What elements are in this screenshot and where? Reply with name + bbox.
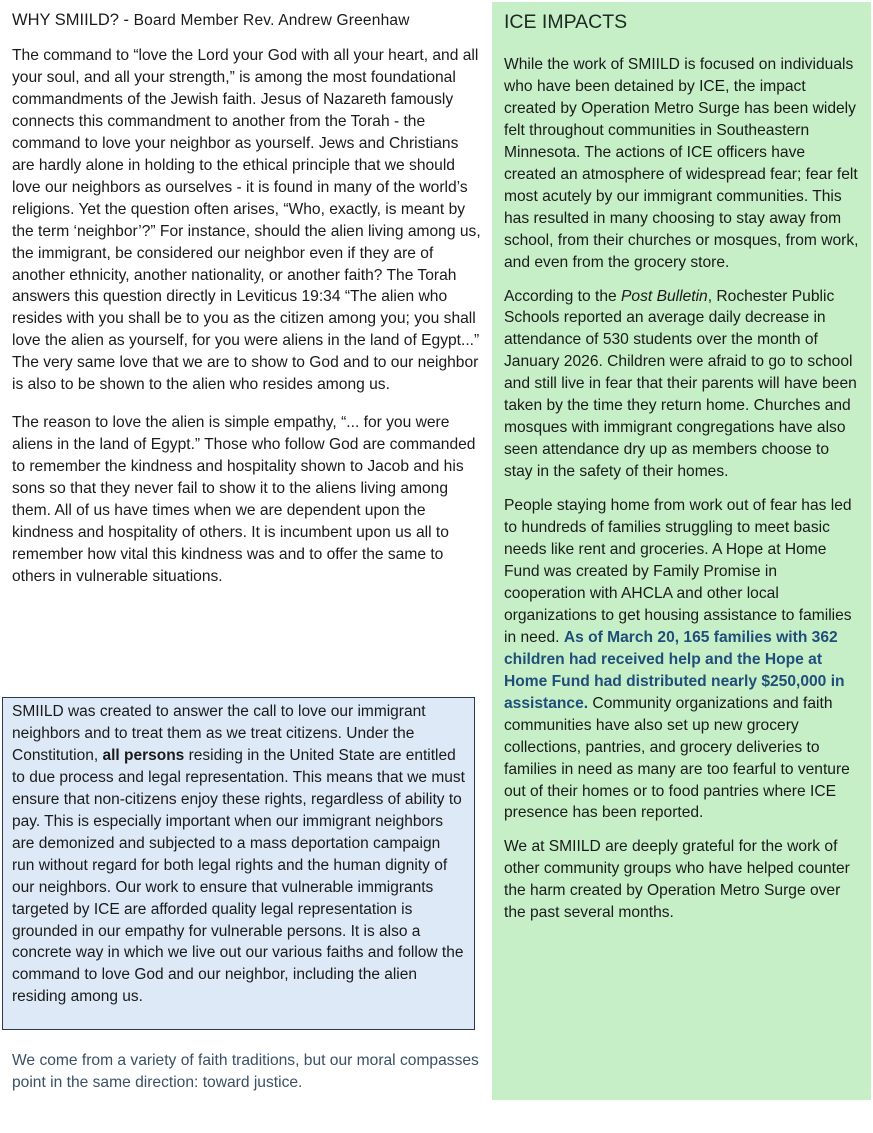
schools-text-after: , Rochester Public Schools reported an average daily decrease in attendance of 530 students over the month of January 2026. Children were afraid to go to school and still live in fear that their parents will have been taken by the time they return home. Churches and mosques with immigrant congregations have also seen attendance dry up as members choose to stay in the safety of their homes.: [504, 287, 857, 481]
hope-fund-statistics: As of March 20, 165 families with 362 children had received help and the Hope at Home Fund had distributed nearly $250,000 in assistance.: [504, 628, 845, 712]
closing-statement: We come from a variety of faith traditions, but our moral compasses point in the same direction: toward justice.: [12, 1052, 479, 1091]
mission-text-before: SMIILD was created to answer the call to love our immigrant neighbors and to treat them as we treat citizens. Under the Constitution,: [12, 703, 426, 764]
mission-callout-box: [2, 697, 475, 1030]
hope-fund-text-before: People staying home from work out of fear has led to hundreds of families struggling to meet basic needs like rent and groceries. A Hope at Home Fund was created by Family Promise in cooperation with AHCLA and other local organizations to get housing assistance to families in need.: [504, 497, 852, 646]
ice-impacts-title: ICE IMPACTS: [504, 11, 628, 33]
paragraph-love-neighbor: The command to “love the Lord your God with all your heart, and all your soul, and all your strength,” is among the most foundational commandments of the Jewish faith. Jesus of Nazareth famously connects this commandment to another from the Torah - the command to love your neighbor as yourself. Jews and Christians are hardly alone in holding to the ethical principle that we should love our neighbors as ourselves - it is found in many of the world’s religions. Yet the question often arises, “Who, exactly, is meant by the term ‘neighbor’?” For instance, should the alien living among us, the immigrant, be considered our neighbor even if they are of another ethnicity, another nationality, or another faith? The Torah answers this question directly in Leviticus 19:34 “The alien who resides with you shall be to you as the citizen among you; you shall love the alien as yourself, for you were aliens in the land of Egypt...” The very same love that we are to show to God and to our neighbor is also to be shown to the alien who resides among us.: [12, 47, 481, 394]
impact-paragraph-schools: [504, 286, 859, 484]
why-smiild-column: [12, 10, 482, 604]
article-title: WHY SMIILD? -: [12, 11, 134, 29]
hope-fund-text-after: Community organizations and faith communities have also set up new grocery collections, pantries, and grocery deliveries to families in need as many are too fearful to venture out of their homes or to food pantries where ICE presence has been reported.: [504, 694, 850, 822]
mission-text-after: residing in the United State are entitled to due process and legal representation. This means that we must ensure that non-citizens enjoy these rights, regardless of ability to pay. This is especially important when our immigrant neighbors are demonized and subjected to a mass deportation campaign run without regard for both legal rights and the human dignity of our neighbors. Our work to ensure that vulnerable immigrants targeted by ICE are afforded quality legal representation is grounded in our empathy for vulnerable persons. It is also a concrete way in which we live out our various faiths and follow the command to love God and our neighbor, including the alien residing among us.: [12, 746, 465, 1006]
paragraph-empathy: The reason to love the alien is simple empathy, “... for you were aliens in the land of Egypt.” Those who follow God are commanded to remember the kindness and hospitality shown to Jacob and his sons so that they never fail to show it to the aliens living among them. All of us have times when we are dependent upon the kindness and hospitality of others. It is incumbent upon us all to remember how vital this kindness was and to offer the same to others in vulnerable situations.: [12, 414, 476, 585]
impact-paragraph-fear: While the work of SMIILD is focused on individuals who have been detained by ICE, the impact created by Operation Metro Surge has been widely felt throughout communities in Southeastern Minnesota. The actions of ICE officers have created an atmosphere of widespread fear; fear felt most acutely by our immigrant communities. This has resulted in many choosing to stay away from school, from their churches or mosques, from work, and even from the grocery store.: [504, 56, 859, 271]
article-header: [12, 10, 482, 31]
post-bulletin-citation: Post Bulletin: [621, 287, 708, 305]
schools-text-before: According to the: [504, 287, 622, 305]
article-author: Board Member Rev. Andrew Greenhaw: [133, 12, 410, 29]
mission-bold-phrase: all persons: [102, 746, 185, 764]
impact-paragraph-gratitude: We at SMIILD are deeply grateful for the work of other community groups who have helped counter the harm created by Operation Metro Surge over the past several months.: [504, 838, 850, 922]
impact-paragraph-hope-fund: [504, 495, 859, 824]
ice-impacts-sidebar: [492, 2, 871, 1100]
